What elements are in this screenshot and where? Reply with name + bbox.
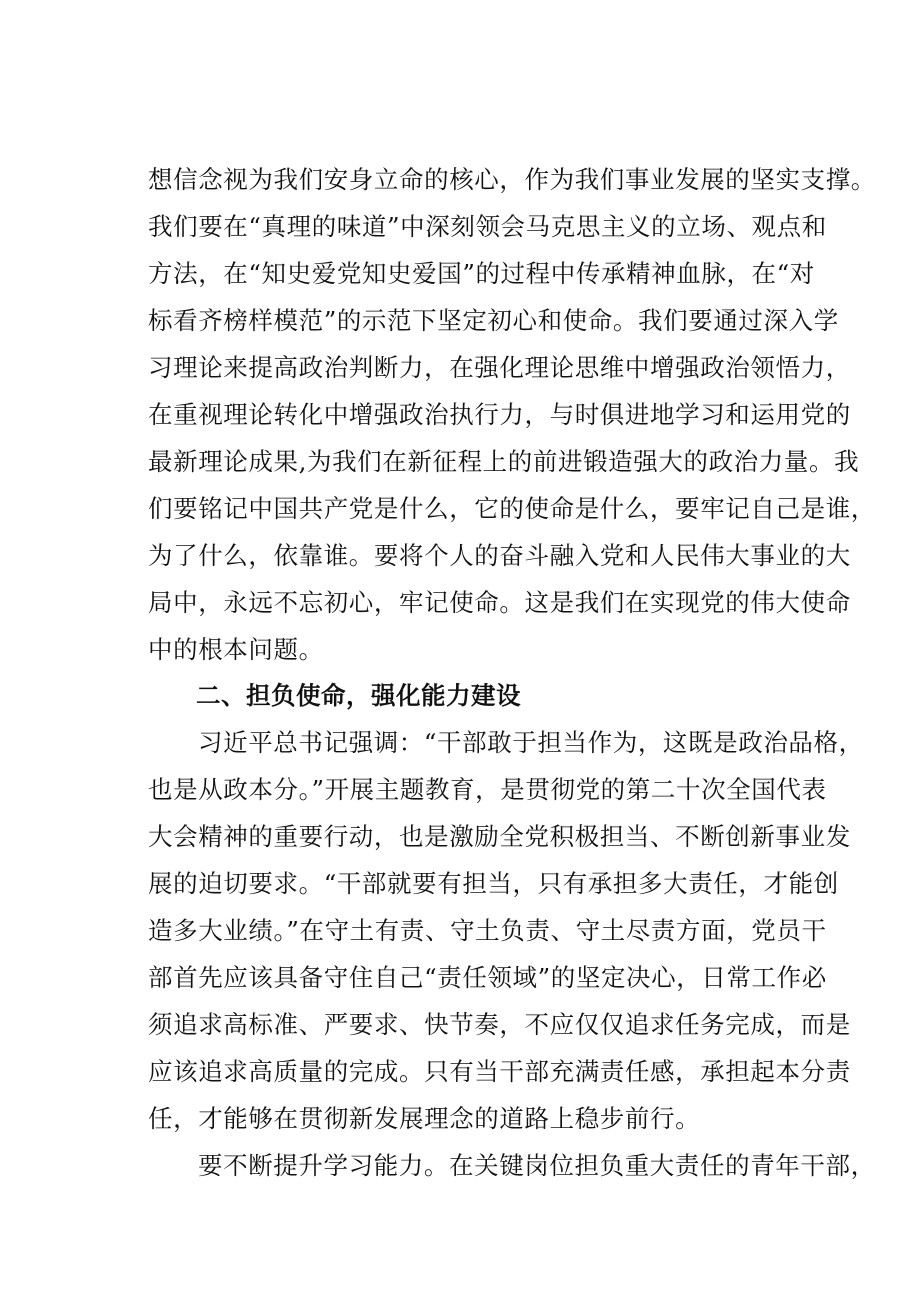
text-line: 最新理论成果,为我们在新征程上的前进锻造强大的政治力量。我 — [148, 447, 860, 476]
text-line: 大会精神的重要行动，也是激励全党积极担当、不断创新事业发 — [148, 822, 851, 851]
text-line: 须追求高标准、严要求、快节奏，不应仅仅追求任务完成，而是 — [148, 1010, 851, 1039]
text-line: 也是从政本分。”开展主题教育，是贯彻党的第二十次全国代表 — [148, 775, 827, 804]
text-line: 习近平总书记强调：“干部敢于担当作为，这既是政治品格， — [198, 728, 864, 757]
section-heading: 二、担负使命，强化能力建设 — [196, 681, 521, 710]
text-line: 部首先应该具备守住自己“责任领域”的坚定决心，日常工作必 — [148, 963, 827, 992]
text-line: 展的迫切要求。“干部就要有担当，只有承担多大责任，才能创 — [148, 869, 839, 898]
text-line: 想信念视为我们安身立命的核心，作为我们事业发展的坚实支撑。 — [148, 165, 876, 194]
text-line: 局中，永远不忘初心，牢记使命。这是我们在实现党的伟大使命 — [148, 588, 851, 617]
text-line: 造多大业绩。”在守土有责、守土负责、守土尽责方面，党员干 — [148, 916, 827, 945]
text-line: 在重视理论转化中增强政治执行力，与时俱进地学习和运用党的 — [148, 400, 851, 429]
text-line: 任，才能够在贯彻新发展理念的道路上稳步前行。 — [148, 1104, 701, 1133]
text-line: 为了什么，依靠谁。要将个人的奋斗融入党和人民伟大事业的大 — [148, 541, 851, 570]
text-line: 我们要在“真理的味道”中深刻领会马克思主义的立场、观点和 — [148, 212, 827, 241]
text-line: 习理论来提高政治判断力，在强化理论思维中增强政治领悟力， — [148, 353, 851, 382]
text-line: 们要铭记中国共产党是什么，它的使命是什么，要牢记自己是谁， — [148, 494, 876, 523]
text-line: 应该追求高质量的完成。只有当干部充满责任感，承担起本分责 — [148, 1057, 851, 1086]
text-line: 方法，在“知史爱党知史爱国”的过程中传承精神血脉，在“对 — [148, 259, 815, 288]
text-line: 中的根本问题。 — [148, 635, 324, 664]
text-line: 标看齐榜样模范”的示范下坚定初心和使命。我们要通过深入学 — [148, 306, 839, 335]
text-line: 要不断提升学习能力。在关键岗位担负重大责任的青年干部， — [198, 1151, 876, 1180]
